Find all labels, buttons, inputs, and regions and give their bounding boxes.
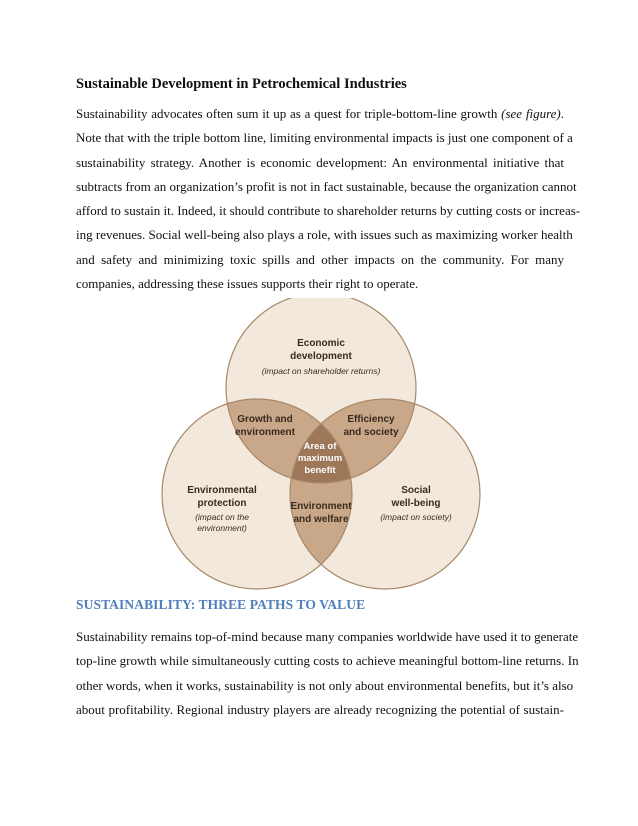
paragraph-line: Note that with the triple bottom line, limiting environmental impacts is just one component of a: [76, 130, 573, 146]
paragraph-line: [76, 102, 564, 126]
economic-label-1: Economic: [297, 338, 345, 349]
body-paragraph: [76, 625, 579, 722]
paragraph-line: companies, addressing these issues supports their right to operate.: [76, 276, 419, 292]
figure-reference: (see figure): [501, 106, 561, 121]
center-label-2: maximum: [297, 453, 343, 464]
efficiency-label-1: Efficiency: [347, 414, 395, 425]
environmental-label-1: Environmental: [187, 485, 257, 496]
paragraph-line: afford to sustain it. Indeed, it should contribute to shareholder returns by cutting costs or increas-: [76, 203, 581, 219]
paragraph-line: ing revenues. Social well-being also plays a role, with issues such as maximizing worker health: [76, 227, 573, 243]
intro-paragraph: [76, 102, 581, 296]
environmental-sublabel-2: environment): [197, 523, 247, 533]
environmental-label-2: protection: [197, 498, 247, 509]
paragraph-line: subtracts from an organization’s profit is not in fact sustainable, because the organization cannot: [76, 178, 577, 194]
venn-diagram: [157, 298, 485, 590]
welfare-label-2: and welfare: [293, 514, 349, 525]
document-title: Sustainable Development in Petrochemical Industries: [76, 76, 407, 92]
welfare-label-1: Environment: [290, 501, 352, 512]
efficiency-label-2: and society: [343, 427, 399, 438]
center-label-3: benefit: [304, 465, 336, 476]
paragraph-line: about profitability. Regional industry players are already recognizing the potential of sustain-: [76, 701, 564, 717]
paragraph-line: and safety and minimizing toxic spills and other impacts on the community. For many: [76, 251, 564, 267]
growth-label-2: environment: [234, 427, 296, 438]
section-heading: SUSTAINABILITY: THREE PATHS TO VALUE: [76, 597, 366, 612]
center-label-1: Area of: [303, 441, 337, 452]
paragraph-line: Sustainability remains top-of-mind because many companies worldwide have used it to generate: [76, 629, 579, 644]
paragraph-line: other words, when it works, sustainability is not only about environmental benefits, but it’s also: [76, 677, 574, 693]
environmental-sublabel-1: (impact on the: [195, 512, 249, 522]
economic-label-2: development: [290, 351, 352, 362]
paragraph-line: sustainability strategy. Another is economic development: An environmental initiative that: [76, 154, 564, 170]
paragraph-line: top-line growth while simultaneously cutting costs to achieve meaningful bottom-line returns. In: [76, 653, 579, 669]
social-label-1: Social: [401, 485, 431, 496]
social-label-2: well-being: [391, 498, 441, 509]
social-sublabel: (impact on society): [380, 512, 452, 522]
paragraph-line-text: Sustainability advocates often sum it up as a quest for triple-bottom-line growth: [76, 106, 502, 121]
paragraph-line-text: .: [560, 106, 564, 121]
economic-sublabel: (impact on shareholder returns): [261, 366, 381, 376]
growth-label-1: Growth and: [237, 414, 293, 425]
